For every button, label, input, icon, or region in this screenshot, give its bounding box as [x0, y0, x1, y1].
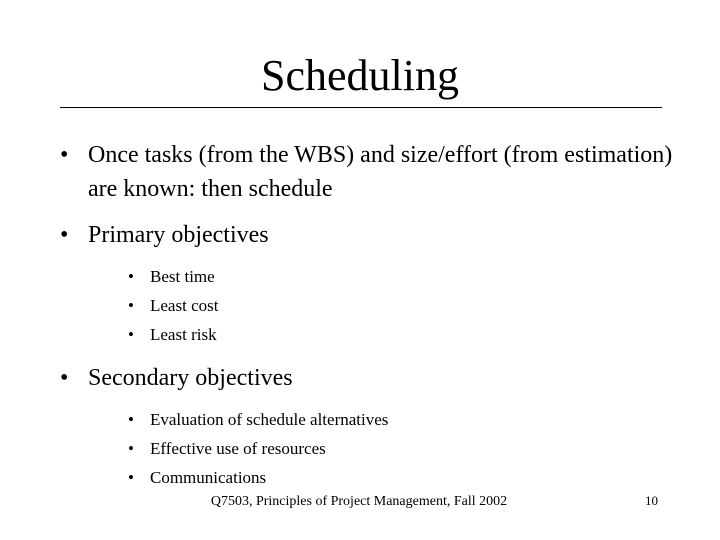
sub-bullet-icon: •	[128, 410, 134, 429]
sub-bullet-text: Least risk	[150, 325, 217, 344]
bullet-text: Secondary objectives	[88, 365, 293, 391]
bullet-icon: •	[60, 365, 69, 391]
bullet-item	[60, 138, 680, 206]
sub-bullet-icon: •	[128, 267, 134, 286]
sub-bullet-icon: •	[128, 468, 134, 487]
sub-bullet-text: Evaluation of schedule alternatives	[150, 410, 389, 429]
sub-bullet-list	[128, 262, 680, 349]
sub-bullet-icon: •	[128, 439, 134, 458]
sub-bullet-item	[128, 463, 680, 492]
page-number: 10	[645, 493, 658, 508]
sub-bullet-text: Least cost	[150, 296, 219, 315]
bullet-list	[60, 138, 680, 504]
slide-title: Scheduling	[261, 51, 459, 100]
bullet-text: Once tasks (from the WBS) and size/effort (from estimation) are known: then schedule	[88, 142, 673, 202]
sub-bullet-icon: •	[128, 296, 134, 315]
bullet-item	[60, 361, 680, 492]
sub-bullet-text: Best time	[150, 267, 215, 286]
bullet-item	[60, 218, 680, 349]
bullet-text: Primary objectives	[88, 222, 269, 248]
bullet-icon: •	[60, 142, 69, 168]
sub-bullet-item	[128, 434, 680, 463]
sub-bullet-icon: •	[128, 325, 134, 344]
sub-bullet-item	[128, 291, 680, 320]
sub-bullet-text: Communications	[150, 468, 267, 487]
bullet-icon: •	[60, 222, 69, 248]
slide-footer: Q7503, Principles of Project Management, Fall 2002	[210, 494, 508, 509]
sub-bullet-text: Effective use of resources	[150, 439, 326, 458]
sub-bullet-item	[128, 320, 680, 349]
sub-bullet-list	[128, 405, 680, 492]
title-divider	[60, 107, 662, 108]
sub-bullet-item	[128, 405, 680, 434]
sub-bullet-item	[128, 262, 680, 291]
